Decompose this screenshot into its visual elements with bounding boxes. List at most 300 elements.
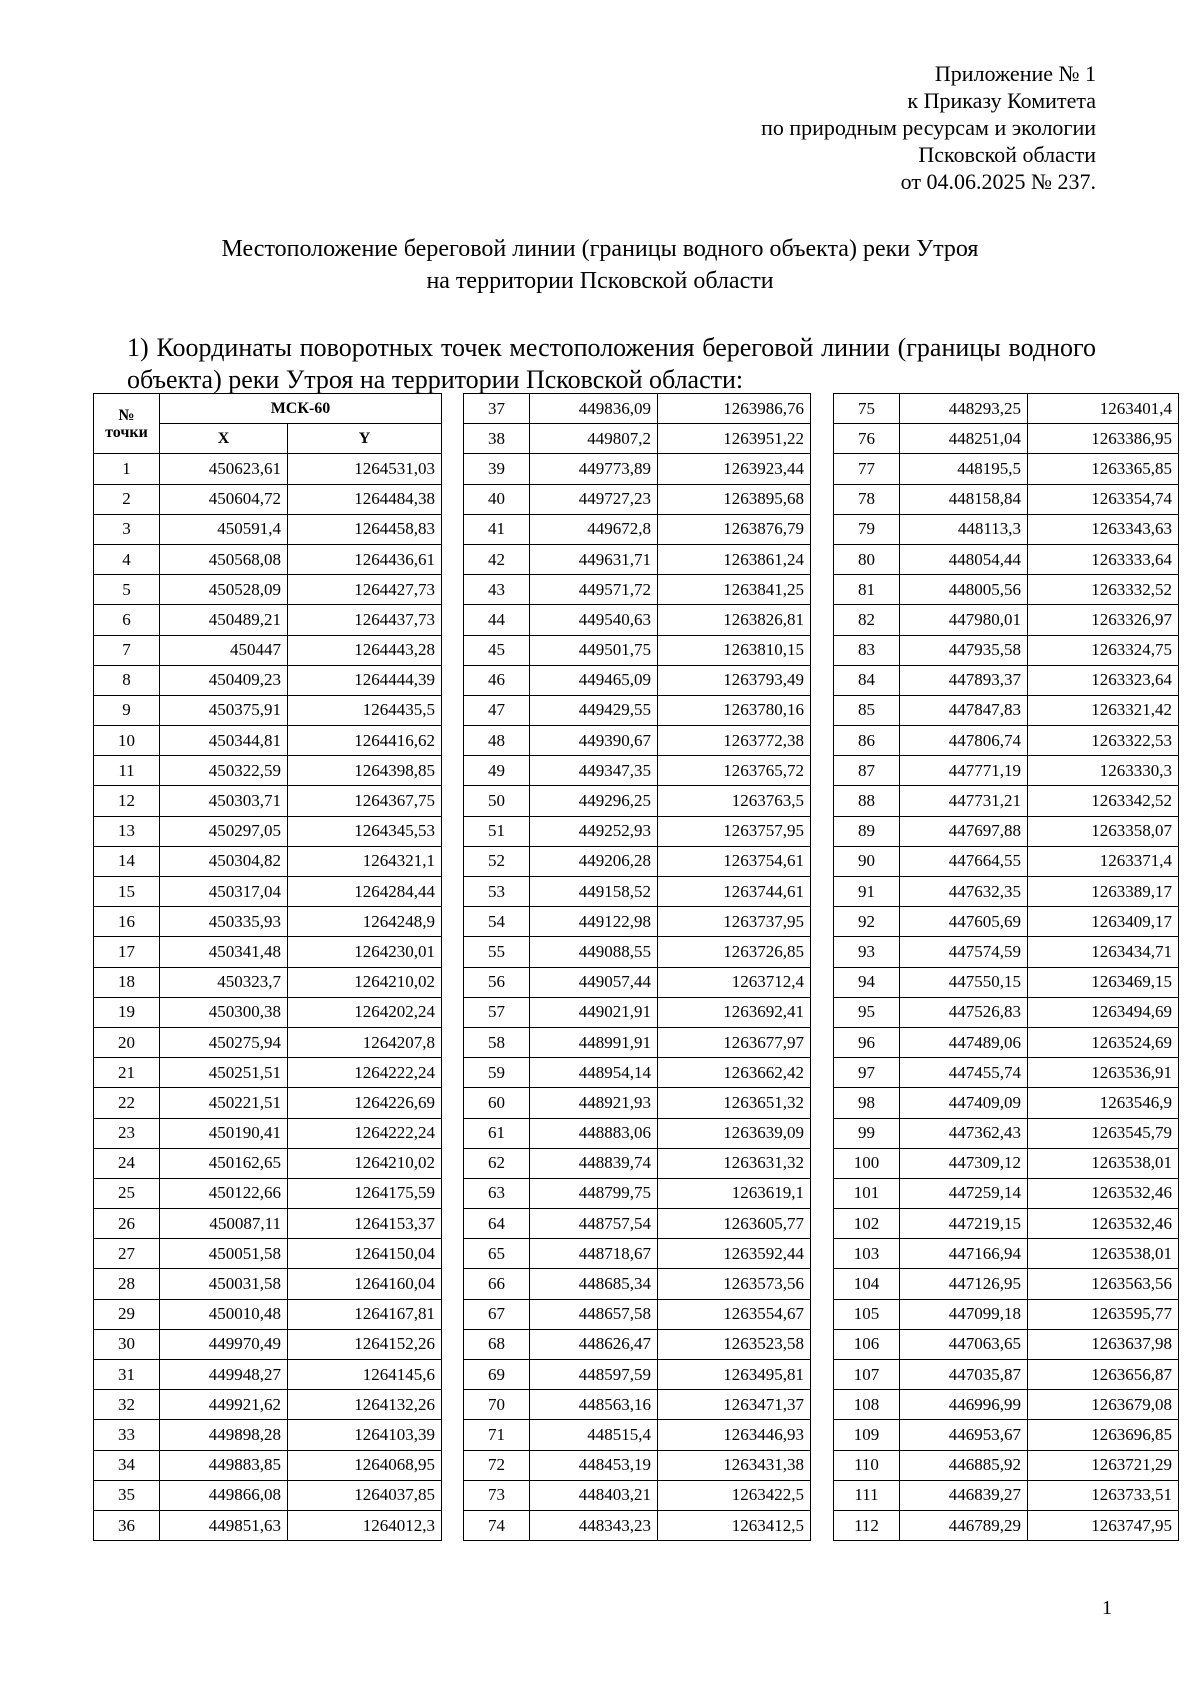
point-number-cell: 110 <box>834 1450 900 1480</box>
y-coordinate-cell: 1263343,63 <box>1028 514 1179 544</box>
point-number-cell: 93 <box>834 937 900 967</box>
y-coordinate-cell: 1263446,93 <box>658 1420 811 1450</box>
y-coordinate-cell: 1263765,72 <box>658 756 811 786</box>
x-coordinate-cell: 449021,91 <box>530 997 658 1027</box>
y-coordinate-cell: 1264068,95 <box>288 1450 442 1480</box>
table-row <box>464 544 811 574</box>
y-coordinate-cell: 1263434,71 <box>1028 937 1179 967</box>
coordinates-table-3 <box>833 393 1179 1541</box>
table-row <box>834 756 1179 786</box>
y-coordinate-cell: 1263386,95 <box>1028 424 1179 454</box>
table-row <box>834 1269 1179 1299</box>
table-row <box>464 726 811 756</box>
x-coordinate-cell: 447806,74 <box>900 726 1028 756</box>
x-coordinate-cell: 448883,06 <box>530 1118 658 1148</box>
x-coordinate-cell: 449347,35 <box>530 756 658 786</box>
table-row <box>464 1209 811 1239</box>
y-coordinate-cell: 1263656,87 <box>1028 1360 1179 1390</box>
table-row <box>464 424 811 454</box>
x-coordinate-cell: 450604,72 <box>160 484 288 514</box>
x-coordinate-cell: 448954,14 <box>530 1058 658 1088</box>
x-coordinate-cell: 450375,91 <box>160 695 288 725</box>
y-coordinate-cell: 1263401,4 <box>1028 394 1179 424</box>
y-coordinate-cell: 1264222,24 <box>288 1118 442 1148</box>
table-row <box>464 997 811 1027</box>
table-row <box>94 454 442 484</box>
table-row <box>834 1329 1179 1359</box>
point-number-cell: 26 <box>94 1209 160 1239</box>
point-number-header-line2: точки <box>105 423 148 441</box>
point-number-cell: 65 <box>464 1239 530 1269</box>
y-coordinate-cell: 1264202,24 <box>288 997 442 1027</box>
x-coordinate-cell: 448626,47 <box>530 1329 658 1359</box>
x-coordinate-cell: 448515,4 <box>530 1420 658 1450</box>
x-coordinate-cell: 450304,82 <box>160 846 288 876</box>
table-row <box>464 1118 811 1148</box>
y-coordinate-cell: 1263563,56 <box>1028 1269 1179 1299</box>
msk-group-header: МСК-60 <box>160 394 442 424</box>
x-coordinate-cell: 447847,83 <box>900 695 1028 725</box>
x-coordinate-cell: 450162,65 <box>160 1148 288 1178</box>
y-coordinate-cell: 1264321,1 <box>288 846 442 876</box>
y-coordinate-cell: 1264152,26 <box>288 1329 442 1359</box>
point-number-cell: 51 <box>464 816 530 846</box>
table-row <box>94 907 442 937</box>
point-number-cell: 71 <box>464 1420 530 1450</box>
table-row <box>464 1329 811 1359</box>
point-number-cell: 68 <box>464 1329 530 1359</box>
x-coordinate-cell: 447126,95 <box>900 1269 1028 1299</box>
x-coordinate-cell: 447771,19 <box>900 756 1028 786</box>
x-coordinate-cell: 448657,58 <box>530 1299 658 1329</box>
y-coordinate-cell: 1264416,62 <box>288 726 442 756</box>
x-coordinate-cell: 450031,58 <box>160 1269 288 1299</box>
point-number-cell: 40 <box>464 484 530 514</box>
point-number-cell: 78 <box>834 484 900 514</box>
x-coordinate-cell: 450591,4 <box>160 514 288 544</box>
point-number-cell: 102 <box>834 1209 900 1239</box>
point-number-cell: 100 <box>834 1148 900 1178</box>
point-number-cell: 95 <box>834 997 900 1027</box>
x-coordinate-cell: 448799,75 <box>530 1178 658 1208</box>
table-row <box>464 1027 811 1057</box>
table-row <box>94 1480 442 1510</box>
y-coordinate-cell: 1264484,38 <box>288 484 442 514</box>
table-row <box>94 484 442 514</box>
y-column-header: Y <box>288 424 442 454</box>
y-coordinate-cell: 1264012,3 <box>288 1510 442 1540</box>
x-coordinate-cell: 449252,93 <box>530 816 658 846</box>
point-number-cell: 49 <box>464 756 530 786</box>
point-number-cell: 104 <box>834 1269 900 1299</box>
point-number-cell: 64 <box>464 1209 530 1239</box>
x-coordinate-cell: 446839,27 <box>900 1480 1028 1510</box>
table-row <box>94 1058 442 1088</box>
x-coordinate-cell: 449088,55 <box>530 937 658 967</box>
x-coordinate-cell: 447574,59 <box>900 937 1028 967</box>
table-row <box>464 1058 811 1088</box>
x-coordinate-cell: 447099,18 <box>900 1299 1028 1329</box>
point-number-cell: 27 <box>94 1239 160 1269</box>
x-coordinate-cell: 450344,81 <box>160 726 288 756</box>
y-coordinate-cell: 1264248,9 <box>288 907 442 937</box>
point-number-cell: 30 <box>94 1329 160 1359</box>
y-coordinate-cell: 1264226,69 <box>288 1088 442 1118</box>
x-coordinate-cell: 447935,58 <box>900 635 1028 665</box>
table-row <box>464 756 811 786</box>
table-row <box>94 1239 442 1269</box>
point-number-cell: 57 <box>464 997 530 1027</box>
table-row <box>94 695 442 725</box>
x-coordinate-cell: 449057,44 <box>530 967 658 997</box>
y-coordinate-cell: 1263631,32 <box>658 1148 811 1178</box>
y-coordinate-cell: 1264444,39 <box>288 665 442 695</box>
x-coordinate-cell: 449429,55 <box>530 695 658 725</box>
x-coordinate-cell: 449970,49 <box>160 1329 288 1359</box>
table-row <box>464 665 811 695</box>
y-coordinate-cell: 1263538,01 <box>1028 1148 1179 1178</box>
y-coordinate-cell: 1263523,58 <box>658 1329 811 1359</box>
table-row <box>94 605 442 635</box>
x-coordinate-cell: 447893,37 <box>900 665 1028 695</box>
x-coordinate-cell: 447309,12 <box>900 1148 1028 1178</box>
y-coordinate-cell: 1264145,6 <box>288 1360 442 1390</box>
appendix-header <box>761 60 1096 195</box>
x-coordinate-cell: 447664,55 <box>900 846 1028 876</box>
point-number-cell: 88 <box>834 786 900 816</box>
point-number-cell: 3 <box>94 514 160 544</box>
y-coordinate-cell: 1263744,61 <box>658 877 811 907</box>
y-coordinate-cell: 1263637,98 <box>1028 1329 1179 1359</box>
point-number-cell: 58 <box>464 1027 530 1057</box>
x-coordinate-cell: 450447 <box>160 635 288 665</box>
table-row <box>464 1480 811 1510</box>
x-coordinate-cell: 450087,11 <box>160 1209 288 1239</box>
x-coordinate-cell: 449948,27 <box>160 1360 288 1390</box>
y-coordinate-cell: 1263757,95 <box>658 816 811 846</box>
table-row <box>94 1390 442 1420</box>
table-row <box>834 1118 1179 1148</box>
y-coordinate-cell: 1264167,81 <box>288 1299 442 1329</box>
header-line: Псковской области <box>918 142 1096 167</box>
point-number-cell: 31 <box>94 1360 160 1390</box>
y-coordinate-cell: 1263733,51 <box>1028 1480 1179 1510</box>
x-coordinate-cell: 447632,35 <box>900 877 1028 907</box>
y-coordinate-cell: 1263545,79 <box>1028 1118 1179 1148</box>
point-number-cell: 98 <box>834 1088 900 1118</box>
point-number-cell: 89 <box>834 816 900 846</box>
x-coordinate-cell: 449851,63 <box>160 1510 288 1540</box>
table-row <box>94 665 442 695</box>
point-number-cell: 46 <box>464 665 530 695</box>
table-2-body <box>464 394 811 1541</box>
point-number-cell: 2 <box>94 484 160 514</box>
table-row <box>94 877 442 907</box>
point-number-cell: 85 <box>834 695 900 725</box>
table-row <box>464 1178 811 1208</box>
table-row <box>94 997 442 1027</box>
y-coordinate-cell: 1263536,91 <box>1028 1058 1179 1088</box>
y-coordinate-cell: 1264207,8 <box>288 1027 442 1057</box>
x-coordinate-cell: 450303,71 <box>160 786 288 816</box>
x-coordinate-cell: 447166,94 <box>900 1239 1028 1269</box>
table-row <box>834 1209 1179 1239</box>
point-number-cell: 79 <box>834 514 900 544</box>
point-number-cell: 62 <box>464 1148 530 1178</box>
x-coordinate-cell: 447259,14 <box>900 1178 1028 1208</box>
point-number-cell: 94 <box>834 967 900 997</box>
x-coordinate-cell: 446953,67 <box>900 1420 1028 1450</box>
table-row <box>94 1088 442 1118</box>
x-coordinate-cell: 448195,5 <box>900 454 1028 484</box>
table-row <box>834 1390 1179 1420</box>
point-number-cell: 77 <box>834 454 900 484</box>
point-number-cell: 87 <box>834 756 900 786</box>
x-coordinate-cell: 449465,09 <box>530 665 658 695</box>
y-coordinate-cell: 1264160,04 <box>288 1269 442 1299</box>
point-number-cell: 7 <box>94 635 160 665</box>
table-row <box>94 635 442 665</box>
x-coordinate-cell: 448757,54 <box>530 1209 658 1239</box>
y-coordinate-cell: 1263876,79 <box>658 514 811 544</box>
y-coordinate-cell: 1263595,77 <box>1028 1299 1179 1329</box>
table-row <box>464 1450 811 1480</box>
y-coordinate-cell: 1263333,64 <box>1028 544 1179 574</box>
y-coordinate-cell: 1263726,85 <box>658 937 811 967</box>
table-row <box>94 1299 442 1329</box>
y-coordinate-cell: 1263895,68 <box>658 484 811 514</box>
y-coordinate-cell: 1263772,38 <box>658 726 811 756</box>
table-row <box>834 484 1179 514</box>
y-coordinate-cell: 1263592,44 <box>658 1239 811 1269</box>
table-row <box>834 877 1179 907</box>
y-coordinate-cell: 1264037,85 <box>288 1480 442 1510</box>
y-coordinate-cell: 1263330,3 <box>1028 756 1179 786</box>
table-row <box>94 816 442 846</box>
x-coordinate-cell: 447605,69 <box>900 907 1028 937</box>
x-coordinate-cell: 449158,52 <box>530 877 658 907</box>
point-number-cell: 103 <box>834 1239 900 1269</box>
table-row <box>464 967 811 997</box>
x-coordinate-cell: 450275,94 <box>160 1027 288 1057</box>
x-coordinate-cell: 449773,89 <box>530 454 658 484</box>
point-number-cell: 97 <box>834 1058 900 1088</box>
x-coordinate-cell: 449122,98 <box>530 907 658 937</box>
point-number-cell: 16 <box>94 907 160 937</box>
table-row <box>94 1027 442 1057</box>
y-coordinate-cell: 1263365,85 <box>1028 454 1179 484</box>
table-row <box>834 1299 1179 1329</box>
table-row <box>834 605 1179 635</box>
y-coordinate-cell: 1263679,08 <box>1028 1390 1179 1420</box>
table-row <box>834 1420 1179 1450</box>
table-row <box>834 1239 1179 1269</box>
x-coordinate-cell: 448005,56 <box>900 575 1028 605</box>
y-coordinate-cell: 1263409,17 <box>1028 907 1179 937</box>
x-coordinate-cell: 447455,74 <box>900 1058 1028 1088</box>
table-row <box>94 1510 442 1540</box>
table-row <box>464 1420 811 1450</box>
x-coordinate-cell: 447409,09 <box>900 1088 1028 1118</box>
x-coordinate-cell: 449921,62 <box>160 1390 288 1420</box>
table-row <box>834 997 1179 1027</box>
x-coordinate-cell: 448343,23 <box>530 1510 658 1540</box>
point-number-cell: 60 <box>464 1088 530 1118</box>
point-number-cell: 84 <box>834 665 900 695</box>
y-coordinate-cell: 1263841,25 <box>658 575 811 605</box>
y-coordinate-cell: 1263323,64 <box>1028 665 1179 695</box>
point-number-cell: 19 <box>94 997 160 1027</box>
table-row <box>464 1088 811 1118</box>
table-row <box>834 1058 1179 1088</box>
header-line: от 04.06.2025 № 237. <box>900 169 1096 194</box>
y-coordinate-cell: 1264437,73 <box>288 605 442 635</box>
x-coordinate-cell: 450528,09 <box>160 575 288 605</box>
table-row <box>834 1450 1179 1480</box>
point-number-cell: 36 <box>94 1510 160 1540</box>
y-coordinate-cell: 1263677,97 <box>658 1027 811 1057</box>
point-number-cell: 29 <box>94 1299 160 1329</box>
table-row <box>94 846 442 876</box>
y-coordinate-cell: 1263494,69 <box>1028 997 1179 1027</box>
point-number-cell: 67 <box>464 1299 530 1329</box>
x-coordinate-cell: 450568,08 <box>160 544 288 574</box>
x-coordinate-cell: 447219,15 <box>900 1209 1028 1239</box>
table-row <box>94 1450 442 1480</box>
table-row <box>94 1118 442 1148</box>
point-number-cell: 73 <box>464 1480 530 1510</box>
y-coordinate-cell: 1263546,9 <box>1028 1088 1179 1118</box>
table-row <box>464 786 811 816</box>
x-coordinate-cell: 448453,19 <box>530 1450 658 1480</box>
x-coordinate-cell: 450010,48 <box>160 1299 288 1329</box>
x-coordinate-cell: 447035,87 <box>900 1360 1028 1390</box>
y-coordinate-cell: 1264458,83 <box>288 514 442 544</box>
point-number-cell: 61 <box>464 1118 530 1148</box>
point-number-cell: 76 <box>834 424 900 454</box>
x-coordinate-cell: 450409,23 <box>160 665 288 695</box>
y-coordinate-cell: 1263573,56 <box>658 1269 811 1299</box>
point-number-cell: 105 <box>834 1299 900 1329</box>
point-number-cell: 59 <box>464 1058 530 1088</box>
y-coordinate-cell: 1263763,5 <box>658 786 811 816</box>
table-row <box>94 1269 442 1299</box>
point-number-cell: 109 <box>834 1420 900 1450</box>
point-number-cell: 108 <box>834 1390 900 1420</box>
coordinates-table-1 <box>93 393 442 1541</box>
table-row <box>94 1329 442 1359</box>
point-number-cell: 91 <box>834 877 900 907</box>
x-coordinate-cell: 449836,09 <box>530 394 658 424</box>
x-coordinate-cell: 450341,48 <box>160 937 288 967</box>
x-coordinate-cell: 447731,21 <box>900 786 1028 816</box>
point-number-cell: 86 <box>834 726 900 756</box>
table-row <box>464 695 811 725</box>
point-number-cell: 101 <box>834 1178 900 1208</box>
y-coordinate-cell: 1263342,52 <box>1028 786 1179 816</box>
point-number-cell: 8 <box>94 665 160 695</box>
y-coordinate-cell: 1264284,44 <box>288 877 442 907</box>
table-row <box>464 605 811 635</box>
table-row <box>834 1360 1179 1390</box>
y-coordinate-cell: 1263326,97 <box>1028 605 1179 635</box>
y-coordinate-cell: 1263431,38 <box>658 1450 811 1480</box>
table-row <box>834 907 1179 937</box>
x-coordinate-cell: 450190,41 <box>160 1118 288 1148</box>
point-number-cell: 11 <box>94 756 160 786</box>
y-coordinate-cell: 1263324,75 <box>1028 635 1179 665</box>
table-row <box>464 846 811 876</box>
point-number-cell: 92 <box>834 907 900 937</box>
point-number-header <box>94 394 160 454</box>
y-coordinate-cell: 1263737,95 <box>658 907 811 937</box>
point-number-cell: 9 <box>94 695 160 725</box>
table-row <box>834 424 1179 454</box>
point-number-cell: 52 <box>464 846 530 876</box>
y-coordinate-cell: 1263861,24 <box>658 544 811 574</box>
point-number-header-line1: № <box>118 406 135 424</box>
x-coordinate-cell: 450297,05 <box>160 816 288 846</box>
header-line: по природным ресурсам и экологии <box>761 115 1096 140</box>
point-number-cell: 39 <box>464 454 530 484</box>
point-number-cell: 69 <box>464 1360 530 1390</box>
y-coordinate-cell: 1263524,69 <box>1028 1027 1179 1057</box>
point-number-cell: 106 <box>834 1329 900 1359</box>
table-row <box>94 967 442 997</box>
x-coordinate-cell: 450323,7 <box>160 967 288 997</box>
table-row <box>834 514 1179 544</box>
table-row <box>464 1299 811 1329</box>
y-coordinate-cell: 1264230,01 <box>288 937 442 967</box>
point-number-cell: 99 <box>834 1118 900 1148</box>
point-number-cell: 54 <box>464 907 530 937</box>
table-row <box>464 1360 811 1390</box>
table-row <box>94 544 442 574</box>
x-coordinate-cell: 447489,06 <box>900 1027 1028 1057</box>
point-number-cell: 5 <box>94 575 160 605</box>
table-3-body <box>834 394 1179 1541</box>
x-coordinate-cell: 447362,43 <box>900 1118 1028 1148</box>
table-row <box>94 726 442 756</box>
x-coordinate-cell: 450051,58 <box>160 1239 288 1269</box>
y-coordinate-cell: 1263469,15 <box>1028 967 1179 997</box>
table-row <box>464 454 811 484</box>
y-coordinate-cell: 1263747,95 <box>1028 1510 1179 1540</box>
x-coordinate-cell: 448158,84 <box>900 484 1028 514</box>
table-row <box>464 575 811 605</box>
x-coordinate-cell: 449807,2 <box>530 424 658 454</box>
point-number-cell: 15 <box>94 877 160 907</box>
table-row <box>834 786 1179 816</box>
table-row <box>834 544 1179 574</box>
y-coordinate-cell: 1263422,5 <box>658 1480 811 1510</box>
point-number-cell: 66 <box>464 1269 530 1299</box>
table-row <box>94 1178 442 1208</box>
y-coordinate-cell: 1264150,04 <box>288 1239 442 1269</box>
table-row <box>464 816 811 846</box>
table-row <box>94 786 442 816</box>
y-coordinate-cell: 1264175,59 <box>288 1178 442 1208</box>
point-number-cell: 74 <box>464 1510 530 1540</box>
table-row <box>464 877 811 907</box>
x-column-header: X <box>160 424 288 454</box>
point-number-cell: 14 <box>94 846 160 876</box>
x-coordinate-cell: 448597,59 <box>530 1360 658 1390</box>
y-coordinate-cell: 1264435,5 <box>288 695 442 725</box>
x-coordinate-cell: 447526,83 <box>900 997 1028 1027</box>
point-number-cell: 45 <box>464 635 530 665</box>
x-coordinate-cell: 448563,16 <box>530 1390 658 1420</box>
